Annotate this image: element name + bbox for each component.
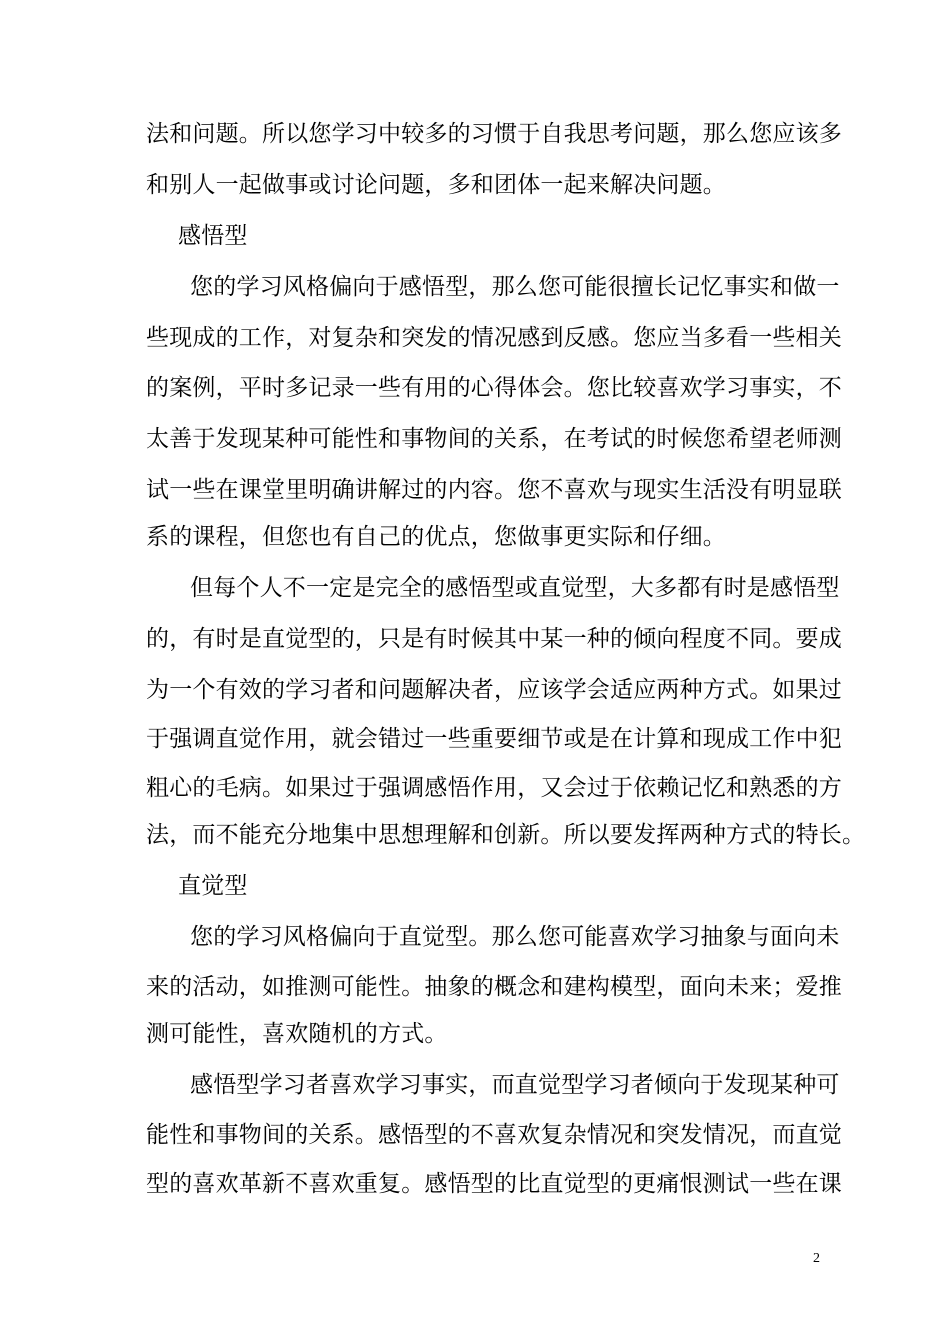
- text-line: 和别人一起做事或讨论问题，多和团体一起来解决问题。: [146, 172, 726, 198]
- text-line: 感悟型学习者喜欢学习事实，而直觉型学习者倾向于发现某种可: [190, 1072, 840, 1098]
- text-line: 的，有时是直觉型的，只是有时候其中某一种的倾向程度不同。要成: [146, 626, 842, 652]
- section-heading: 直觉型: [178, 873, 248, 899]
- text-line: 但每个人不一定是完全的感悟型或直觉型，大多都有时是感悟型: [190, 575, 840, 601]
- text-line: 法和问题。所以您学习中较多的习惯于自我思考问题，那么您应该多: [146, 121, 842, 147]
- text-line: 您的学习风格偏向于感悟型，那么您可能很擅长记忆事实和做一: [190, 274, 840, 300]
- text-line: 型的喜欢革新不喜欢重复。感悟型的比直觉型的更痛恨测试一些在课: [146, 1171, 842, 1197]
- section-heading: 感悟型: [178, 223, 248, 249]
- text-line: 来的活动，如推测可能性。抽象的概念和建构模型，面向未来；爱推: [146, 974, 842, 1000]
- text-line: 为一个有效的学习者和问题解决者，应该学会适应两种方式。如果过: [146, 677, 842, 703]
- text-line: 系的课程，但您也有自己的优点，您做事更实际和仔细。: [146, 524, 726, 550]
- text-line: 测可能性，喜欢随机的方式。: [146, 1021, 448, 1047]
- page-number: 2: [813, 1251, 820, 1266]
- text-line: 试一些在课堂里明确讲解过的内容。您不喜欢与现实生活没有明显联: [146, 477, 842, 503]
- text-line: 太善于发现某种可能性和事物间的关系，在考试的时候您希望老师测: [146, 426, 842, 452]
- text-line: 些现成的工作，对复杂和突发的情况感到反感。您应当多看一些相关: [146, 325, 842, 351]
- text-line: 粗心的毛病。如果过于强调感悟作用，又会过于依赖记忆和熟悉的方: [146, 775, 842, 801]
- text-line: 法，而不能充分地集中思想理解和创新。所以要发挥两种方式的特长。: [146, 822, 866, 848]
- text-line: 于强调直觉作用，就会错过一些重要细节或是在计算和现成工作中犯: [146, 726, 842, 752]
- text-line: 能性和事物间的关系。感悟型的不喜欢复杂情况和突发情况，而直觉: [146, 1122, 842, 1148]
- text-line: 的案例，平时多记录一些有用的心得体会。您比较喜欢学习事实，不: [146, 375, 842, 401]
- text-line: 您的学习风格偏向于直觉型。那么您可能喜欢学习抽象与面向未: [190, 924, 840, 950]
